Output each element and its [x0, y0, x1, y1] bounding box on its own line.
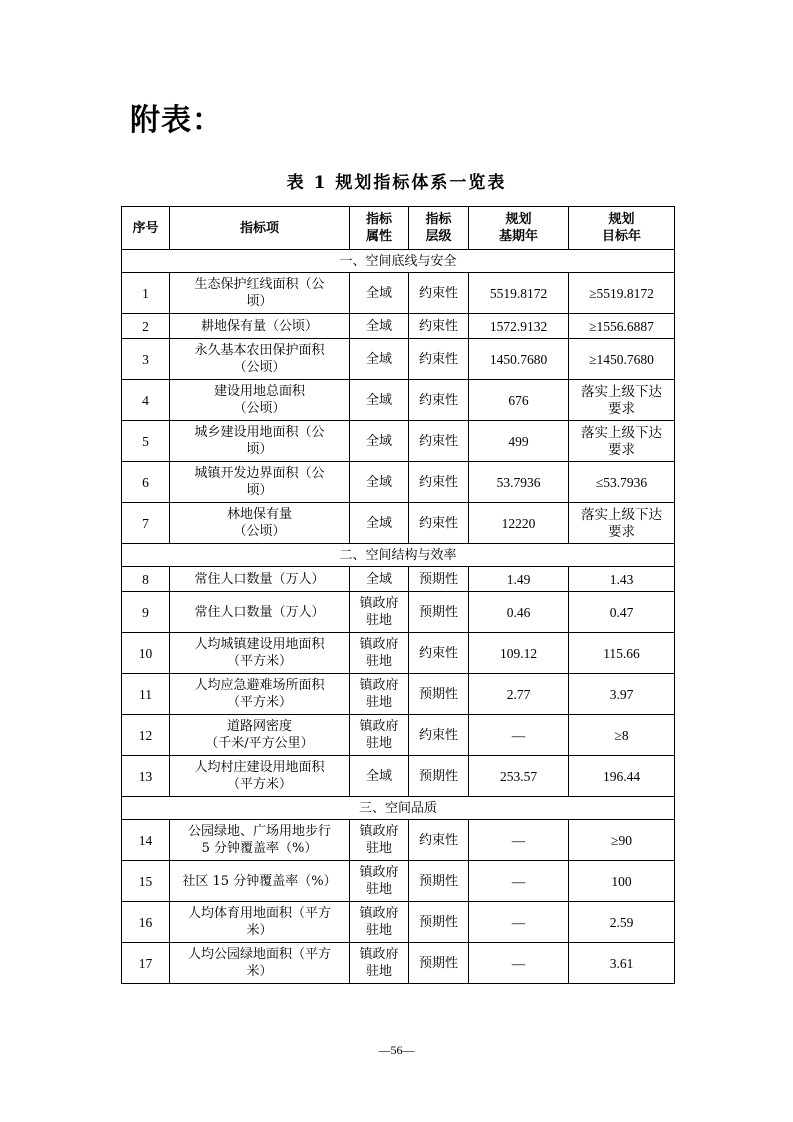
table-row	[122, 756, 675, 797]
cell-attr-line: 全域	[365, 433, 392, 449]
cell-target-line: 100	[611, 873, 632, 889]
cell-seq: 12	[122, 715, 170, 756]
cell-target	[569, 339, 675, 380]
cell-level: 约束性	[409, 633, 469, 674]
cell-item-line: 顷）	[246, 294, 273, 309]
cell-attr-line: 镇政府	[359, 596, 399, 611]
cell-item-line: 生态保护红线面积（公	[194, 277, 325, 292]
cell-attr-line: 驻地	[365, 841, 392, 856]
cell-target-line: ≥1556.6887	[589, 318, 654, 334]
cell-target-line: 196.44	[602, 768, 641, 784]
cell-item	[170, 674, 350, 715]
cell-item	[170, 861, 350, 902]
cell-target	[569, 462, 675, 503]
cell-attr	[350, 943, 409, 984]
table-row	[122, 674, 675, 715]
cell-item-line: 城乡建设用地面积（公	[194, 425, 325, 440]
cell-attr-line: 镇政府	[359, 637, 399, 652]
table-row	[122, 943, 675, 984]
table-header-row	[122, 207, 675, 250]
cell-level: 预期性	[409, 592, 469, 633]
table-row	[122, 633, 675, 674]
cell-attr	[350, 314, 409, 339]
cell-item-line: 公园绿地、广场用地步行	[187, 824, 331, 839]
cell-seq: 6	[122, 462, 170, 503]
cell-attr-line: 驻地	[365, 923, 392, 938]
cell-item-line: 道路网密度	[226, 719, 292, 734]
cell-item-line: （平方米）	[226, 654, 292, 669]
header-item: 指标项	[170, 207, 350, 250]
cell-attr-line: 全域	[365, 285, 392, 301]
cell-attr-line: 驻地	[365, 882, 392, 897]
cell-target-line: ≥90	[611, 832, 632, 848]
cell-item-line: 米）	[246, 964, 273, 979]
table-title: 表 1 规划指标体系一览表	[286, 173, 507, 193]
cell-item	[170, 943, 350, 984]
table-row	[122, 273, 675, 314]
cell-attr-line: 驻地	[365, 964, 392, 979]
cell-target	[569, 943, 675, 984]
cell-target	[569, 674, 675, 715]
cell-level: 预期性	[409, 567, 469, 592]
header-level	[409, 207, 469, 250]
cell-seq: 2	[122, 314, 170, 339]
cell-item-line: 林地保有量	[226, 507, 292, 522]
cell-target-line: 2.59	[609, 914, 634, 930]
cell-attr	[350, 592, 409, 633]
cell-attr-line: 全域	[365, 515, 392, 531]
cell-attr-line: 驻地	[365, 613, 392, 628]
cell-seq: 10	[122, 633, 170, 674]
cell-item-line: 人均应急避难场所面积	[194, 678, 325, 693]
cell-attr-line: 驻地	[365, 736, 392, 751]
cell-item-line: 顷）	[246, 442, 273, 457]
cell-target	[569, 715, 675, 756]
header-attr-line: 属性	[365, 229, 392, 244]
cell-target	[569, 592, 675, 633]
cell-base: 1450.7680	[469, 339, 569, 380]
cell-base: 253.57	[469, 756, 569, 797]
cell-target	[569, 421, 675, 462]
cell-item-line: （平方米）	[226, 777, 292, 792]
cell-item-line: （千米/平方公里）	[205, 736, 314, 751]
cell-attr	[350, 273, 409, 314]
cell-base: 0.46	[469, 592, 569, 633]
cell-level: 预期性	[409, 902, 469, 943]
cell-target-line: 3.97	[609, 686, 634, 702]
cell-attr	[350, 756, 409, 797]
cell-level: 预期性	[409, 674, 469, 715]
section-row	[122, 250, 675, 273]
cell-attr	[350, 462, 409, 503]
cell-base: —	[469, 820, 569, 861]
cell-item	[170, 715, 350, 756]
cell-target	[569, 861, 675, 902]
cell-item-line: 常住人口数量（万人）	[194, 571, 325, 587]
cell-target-line: 要求	[608, 442, 635, 457]
table-row	[122, 339, 675, 380]
cell-attr-line: 全域	[365, 571, 392, 587]
cell-attr	[350, 503, 409, 544]
cell-attr	[350, 421, 409, 462]
cell-base: 53.7936	[469, 462, 569, 503]
page-heading: 附表：	[130, 103, 223, 138]
cell-base: —	[469, 715, 569, 756]
cell-item	[170, 592, 350, 633]
cell-seq: 4	[122, 380, 170, 421]
cell-level: 约束性	[409, 314, 469, 339]
cell-seq: 17	[122, 943, 170, 984]
table-row	[122, 462, 675, 503]
header-base-line: 规划	[505, 212, 532, 227]
cell-attr-line: 镇政府	[359, 678, 399, 693]
cell-target-line: 3.61	[609, 955, 634, 971]
cell-item-line: 人均体育用地面积（平方	[187, 906, 331, 921]
cell-level: 约束性	[409, 462, 469, 503]
table-row	[122, 592, 675, 633]
cell-base: 499	[469, 421, 569, 462]
cell-level: 预期性	[409, 756, 469, 797]
cell-attr	[350, 633, 409, 674]
cell-attr-line: 驻地	[365, 654, 392, 669]
cell-level: 约束性	[409, 820, 469, 861]
table-row	[122, 567, 675, 592]
header-level-line: 指标	[425, 212, 452, 227]
cell-level: 约束性	[409, 273, 469, 314]
cell-target	[569, 503, 675, 544]
cell-attr	[350, 339, 409, 380]
header-level-line: 层级	[425, 229, 452, 244]
cell-item-line: 顷）	[246, 483, 273, 498]
cell-attr	[350, 380, 409, 421]
cell-attr	[350, 861, 409, 902]
cell-seq: 7	[122, 503, 170, 544]
cell-item	[170, 567, 350, 592]
cell-item-line: 城镇开发边界面积（公	[194, 466, 325, 481]
cell-level: 预期性	[409, 861, 469, 902]
cell-target	[569, 314, 675, 339]
cell-item	[170, 421, 350, 462]
cell-target	[569, 567, 675, 592]
cell-item	[170, 314, 350, 339]
table-body	[122, 250, 675, 984]
cell-target-line: ≤53.7936	[595, 474, 648, 490]
cell-base: 676	[469, 380, 569, 421]
cell-seq: 8	[122, 567, 170, 592]
cell-target	[569, 380, 675, 421]
cell-target-line: 115.66	[603, 645, 640, 661]
header-attr	[350, 207, 409, 250]
cell-item	[170, 273, 350, 314]
section-row	[122, 797, 675, 820]
cell-base: —	[469, 943, 569, 984]
header-target	[569, 207, 675, 250]
cell-attr-line: 全域	[365, 392, 392, 408]
cell-target	[569, 633, 675, 674]
cell-seq: 9	[122, 592, 170, 633]
cell-seq: 14	[122, 820, 170, 861]
cell-seq: 11	[122, 674, 170, 715]
cell-item	[170, 462, 350, 503]
cell-item	[170, 756, 350, 797]
cell-base: —	[469, 861, 569, 902]
table-row	[122, 380, 675, 421]
cell-target	[569, 902, 675, 943]
cell-attr-line: 镇政府	[359, 865, 399, 880]
cell-level: 约束性	[409, 421, 469, 462]
header-base	[469, 207, 569, 250]
table-row	[122, 820, 675, 861]
cell-attr-line: 镇政府	[359, 906, 399, 921]
cell-attr-line: 驻地	[365, 695, 392, 710]
cell-item-line: 米）	[246, 923, 273, 938]
cell-base: —	[469, 902, 569, 943]
cell-attr	[350, 820, 409, 861]
page-number: —56—	[378, 1043, 415, 1057]
cell-level: 约束性	[409, 715, 469, 756]
section-title: 二、空间结构与效率	[122, 544, 675, 567]
indicator-table	[121, 206, 675, 984]
cell-level: 约束性	[409, 503, 469, 544]
cell-target	[569, 820, 675, 861]
cell-attr	[350, 567, 409, 592]
cell-item-line: 人均公园绿地面积（平方	[187, 947, 331, 962]
table-row	[122, 314, 675, 339]
header-attr-line: 指标	[365, 212, 392, 227]
cell-item-line: （公顷）	[233, 401, 286, 416]
cell-seq: 16	[122, 902, 170, 943]
cell-attr-line: 镇政府	[359, 719, 399, 734]
cell-attr	[350, 674, 409, 715]
cell-seq: 15	[122, 861, 170, 902]
section-title: 三、空间品质	[122, 797, 675, 820]
cell-target-line: 要求	[608, 524, 635, 539]
cell-item-line: （公顷）	[233, 524, 286, 539]
cell-item	[170, 820, 350, 861]
cell-attr-line: 全域	[365, 351, 392, 367]
table-row	[122, 715, 675, 756]
header-base-line: 基期年	[498, 229, 538, 244]
cell-item	[170, 902, 350, 943]
table-row	[122, 861, 675, 902]
section-row	[122, 544, 675, 567]
cell-item	[170, 339, 350, 380]
cell-seq: 3	[122, 339, 170, 380]
table-row	[122, 503, 675, 544]
table-row	[122, 902, 675, 943]
cell-seq: 1	[122, 273, 170, 314]
cell-item-line: 耕地保有量（公顷）	[200, 318, 318, 334]
cell-item-line: 永久基本农田保护面积	[194, 343, 325, 358]
header-seq: 序号	[122, 207, 170, 250]
cell-target-line: 1.43	[609, 571, 634, 587]
cell-attr-line: 全域	[365, 768, 392, 784]
cell-item	[170, 503, 350, 544]
cell-attr-line: 镇政府	[359, 824, 399, 839]
cell-item-line: 人均城镇建设用地面积	[194, 637, 325, 652]
cell-level: 预期性	[409, 943, 469, 984]
cell-attr-line: 全域	[365, 318, 392, 334]
cell-target-line: 落实上级下达	[581, 507, 662, 522]
cell-item-line: （公顷）	[233, 360, 286, 375]
cell-target-line: ≥5519.8172	[589, 285, 654, 301]
cell-base: 2.77	[469, 674, 569, 715]
cell-item-line: 人均村庄建设用地面积	[194, 760, 325, 775]
header-target-line: 规划	[608, 212, 635, 227]
cell-item-line: 社区 15 分钟覆盖率（%）	[182, 873, 337, 889]
cell-target-line: ≥1450.7680	[589, 351, 654, 367]
cell-target	[569, 756, 675, 797]
cell-base: 12220	[469, 503, 569, 544]
cell-item-line: （平方米）	[226, 695, 292, 710]
cell-item	[170, 633, 350, 674]
table-row	[122, 421, 675, 462]
cell-attr-line: 镇政府	[359, 947, 399, 962]
cell-level: 约束性	[409, 339, 469, 380]
cell-item	[170, 380, 350, 421]
cell-attr	[350, 902, 409, 943]
cell-target-line: 0.47	[609, 604, 634, 620]
cell-target-line: ≥8	[614, 727, 629, 743]
cell-base: 1572.9132	[469, 314, 569, 339]
cell-base: 5519.8172	[469, 273, 569, 314]
section-title: 一、空间底线与安全	[122, 250, 675, 273]
cell-attr-line: 全域	[365, 474, 392, 490]
header-target-line: 目标年	[601, 229, 641, 244]
cell-base: 109.12	[469, 633, 569, 674]
cell-attr	[350, 715, 409, 756]
cell-target-line: 落实上级下达	[581, 384, 662, 399]
cell-item-line: 常住人口数量（万人）	[194, 604, 325, 620]
cell-base: 1.49	[469, 567, 569, 592]
cell-target-line: 落实上级下达	[581, 425, 662, 440]
cell-level: 约束性	[409, 380, 469, 421]
cell-seq: 5	[122, 421, 170, 462]
cell-target-line: 要求	[608, 401, 635, 416]
cell-item-line: 建设用地总面积	[213, 384, 305, 399]
cell-target	[569, 273, 675, 314]
cell-item-line: 5 分钟覆盖率（%）	[201, 841, 318, 856]
cell-seq: 13	[122, 756, 170, 797]
